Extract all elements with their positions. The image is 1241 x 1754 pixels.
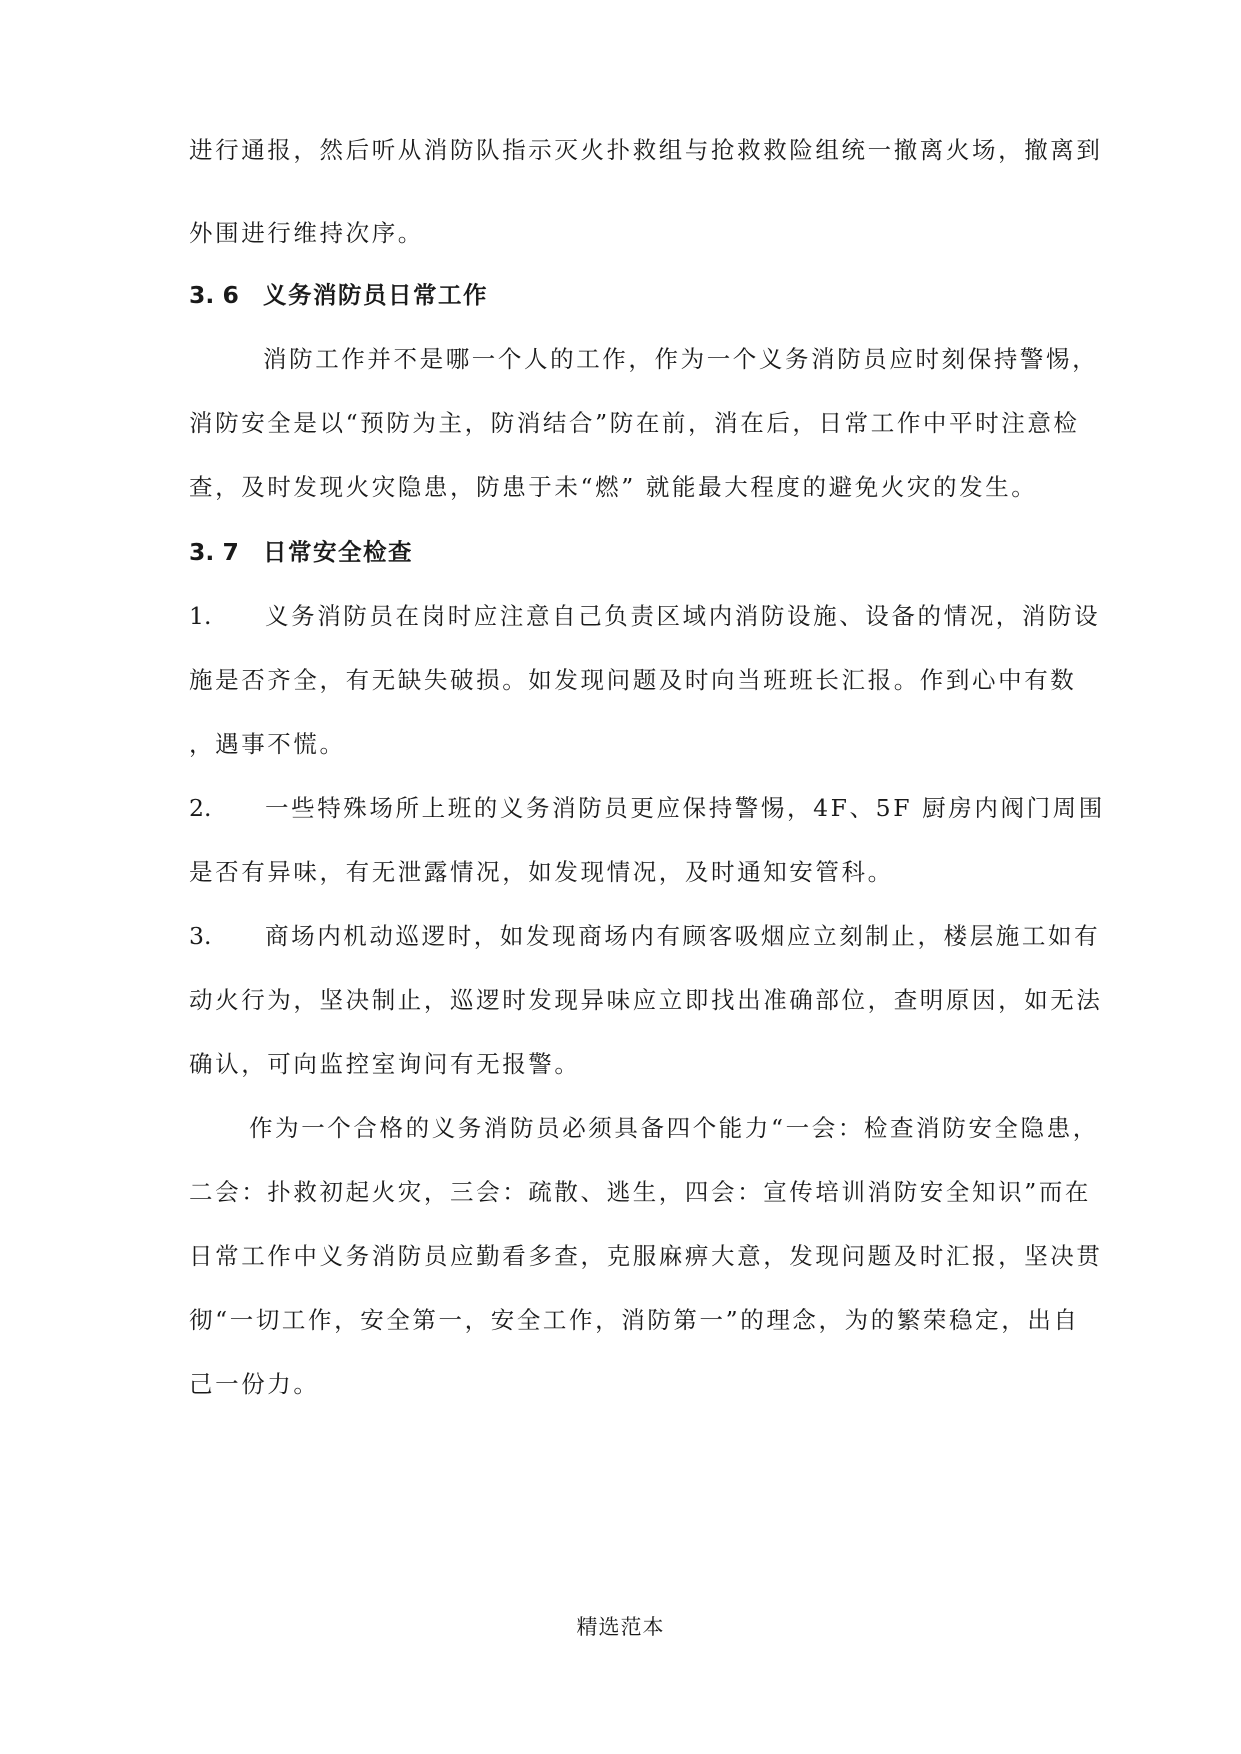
list-item-text: 一些特殊场所上班的义务消防员更应保持警惕，4F、5F 厨房内阀门周围 bbox=[265, 794, 1105, 822]
paragraph-line: 外围进行维持次序。 bbox=[189, 219, 424, 247]
paragraph-line: 进行通报，然后听从消防队指示灭火扑救组与抢救救险组统一撤离火场，撤离到 bbox=[189, 136, 1103, 164]
paragraph-line: 己一份力。 bbox=[189, 1370, 320, 1398]
paragraph-line: 消防工作并不是哪一个人的工作，作为一个义务消防员应时刻保持警惕， bbox=[263, 345, 1099, 373]
list-number: 3. bbox=[189, 922, 212, 950]
paragraph-line: 作为一个合格的义务消防员必须具备四个能力“一会：检查消防安全隐患， bbox=[249, 1114, 1099, 1142]
list-item-1 bbox=[189, 602, 1101, 630]
list-item-text: 义务消防员在岗时应注意自己负责区域内消防设施、设备的情况，消防设 bbox=[265, 602, 1101, 630]
paragraph-line: 动火行为，坚决制止，巡逻时发现异味应立即找出准确部位，查明原因，如无法 bbox=[189, 986, 1103, 1014]
list-number: 1. bbox=[189, 602, 212, 630]
paragraph-line: 是否有异味，有无泄露情况，如发现情况，及时通知安管科。 bbox=[189, 858, 894, 886]
list-number: 2. bbox=[189, 794, 212, 822]
list-item-3 bbox=[189, 922, 1101, 950]
paragraph-line: 施是否齐全，有无缺失破损。如发现问题及时向当班班长汇报。作到心中有数 bbox=[189, 666, 1077, 694]
list-item-text: 商场内机动巡逻时，如发现商场内有顾客吸烟应立刻制止，楼层施工如有 bbox=[265, 922, 1101, 950]
page-footer: 精选范本 bbox=[576, 1615, 665, 1639]
section-number: 3. 7 bbox=[189, 538, 239, 566]
section-title: 日常安全检查 bbox=[263, 538, 413, 566]
section-heading-3-7 bbox=[189, 538, 413, 566]
section-heading-3-6 bbox=[189, 281, 488, 309]
paragraph-line: ，遇事不慌。 bbox=[189, 730, 346, 758]
paragraph-line: 二会：扑救初起火灾，三会：疏散、逃生，四会：宣传培训消防安全知识”而在 bbox=[189, 1178, 1092, 1206]
list-item-2 bbox=[189, 794, 1105, 822]
paragraph-line: 日常工作中义务消防员应勤看多查，克服麻痹大意，发现问题及时汇报，坚决贯 bbox=[189, 1242, 1103, 1270]
paragraph-line: 彻“一切工作，安全第一，安全工作，消防第一”的理念，为的繁荣稳定，出自 bbox=[189, 1306, 1080, 1334]
paragraph-line: 查，及时发现火灾隐患，防患于未“燃” 就能最大程度的避免火灾的发生。 bbox=[189, 473, 1038, 501]
section-title: 义务消防员日常工作 bbox=[263, 281, 488, 309]
paragraph-line: 确认，可向监控室询问有无报警。 bbox=[189, 1050, 581, 1078]
section-number: 3. 6 bbox=[189, 281, 239, 309]
paragraph-line: 消防安全是以“预防为主，防消结合”防在前，消在后，日常工作中平时注意检 bbox=[189, 409, 1080, 437]
